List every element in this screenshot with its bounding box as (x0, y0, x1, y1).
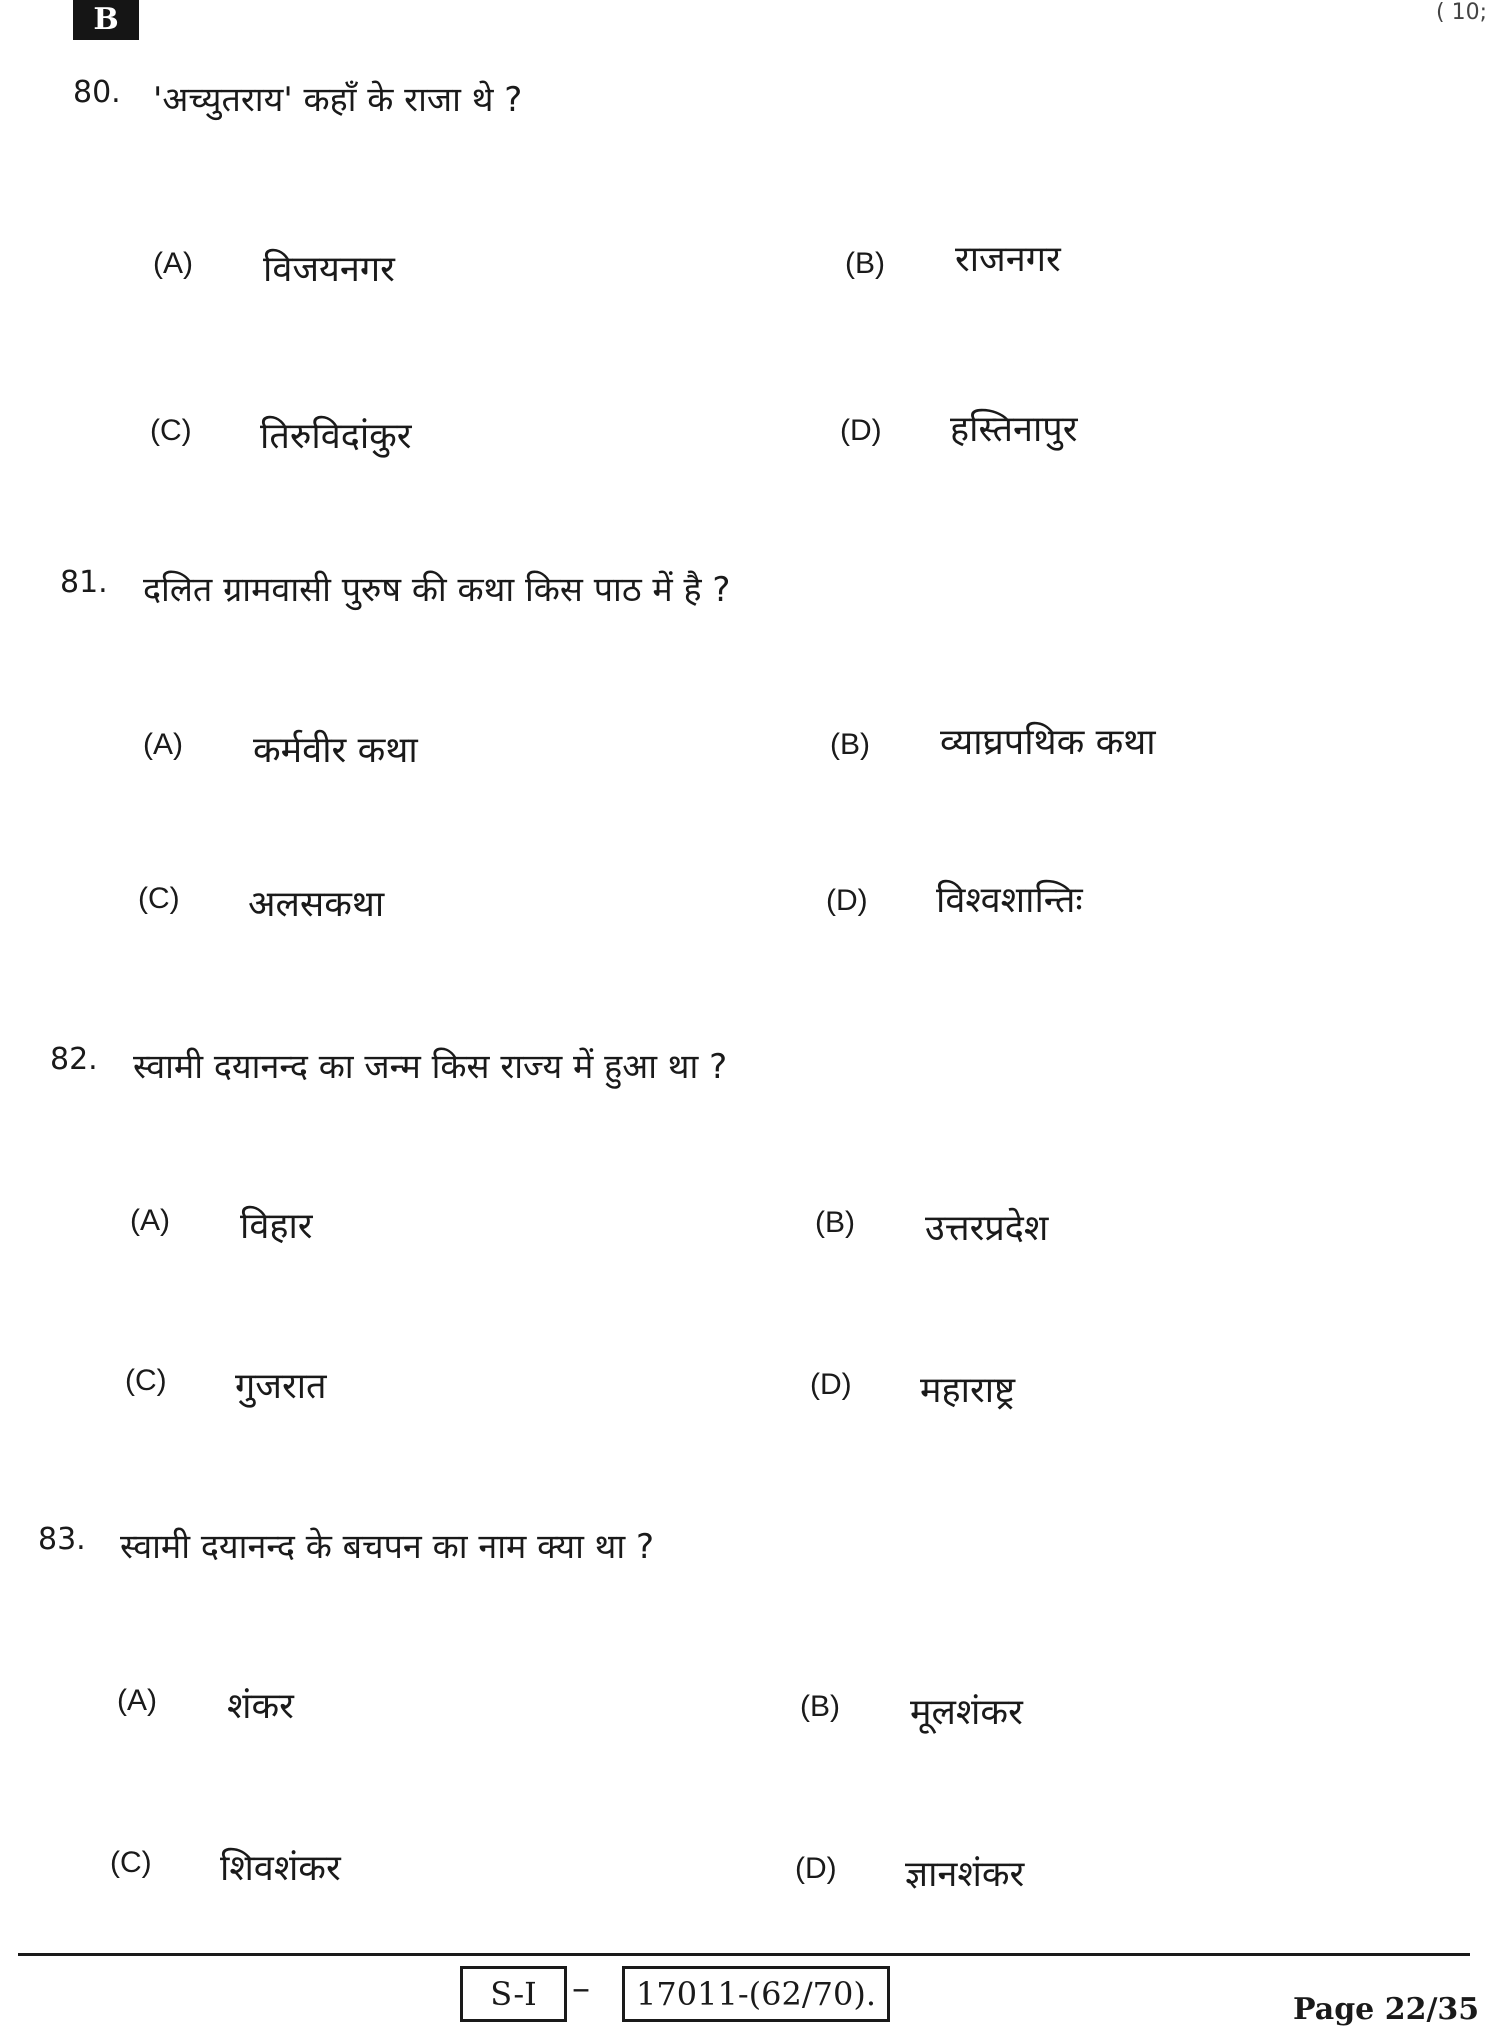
question-82 (0, 1042, 1505, 1087)
set-badge: B (73, 0, 139, 40)
question-number: 81. (60, 565, 108, 600)
paper-code-box: 17011-(62/70). (622, 1966, 890, 2022)
option-text: गुजरात (235, 1366, 327, 1407)
corner-mark: ( 10; (1436, 0, 1487, 25)
option-letter: (A) (153, 247, 193, 280)
option-letter: (A) (143, 728, 183, 761)
option-letter: (D) (795, 1852, 837, 1885)
option-letter: (C) (150, 414, 192, 447)
question-number: 80. (73, 75, 121, 110)
question-83 (0, 1522, 1505, 1567)
question-text: 'अच्युतराय' कहाँ के राजा थे ? (153, 80, 523, 120)
option-letter: (B) (800, 1690, 840, 1723)
option-text: महाराष्ट्र (920, 1370, 1016, 1411)
option-text: विजयनगर (263, 249, 395, 290)
option-text: मूलशंकर (910, 1692, 1023, 1733)
option-text: व्याघ्रपथिक कथा (940, 722, 1156, 763)
option-letter: (B) (845, 247, 885, 280)
option-text: शंकर (227, 1686, 294, 1727)
option-text: कर्मवीर कथा (253, 730, 418, 771)
option-letter: (C) (110, 1846, 152, 1879)
option-text: राजनगर (955, 239, 1061, 280)
option-text: उत्तरप्रदेश (925, 1208, 1049, 1249)
option-letter: (A) (117, 1684, 157, 1717)
option-text: हस्तिनापुर (950, 409, 1078, 450)
option-text: विश्वशान्तिः (936, 880, 1083, 921)
option-letter: (A) (130, 1204, 170, 1237)
option-text: तिरुविदांकुर (260, 416, 412, 457)
question-text: दलित ग्रामवासी पुरुष की कथा किस पाठ में है ? (143, 570, 731, 610)
page-number: Page 22/35 (1293, 1992, 1480, 2027)
option-letter: (D) (826, 884, 868, 917)
option-letter: (B) (815, 1206, 855, 1239)
question-number: 83. (38, 1522, 86, 1557)
option-text: अलसकथा (248, 884, 385, 925)
option-letter: (C) (138, 882, 180, 915)
question-81 (0, 565, 1505, 610)
option-letter: (D) (810, 1368, 852, 1401)
footer-separator: – (572, 1968, 590, 2009)
option-letter: (D) (840, 414, 882, 447)
option-text: विहार (240, 1206, 313, 1247)
option-letter: (C) (125, 1364, 167, 1397)
option-text: शिवशंकर (220, 1848, 341, 1889)
footer-rule (18, 1953, 1470, 1956)
series-box: S-I (460, 1966, 567, 2022)
option-letter: (B) (830, 728, 870, 761)
option-text: ज्ञानशंकर (905, 1854, 1025, 1895)
question-number: 82. (50, 1042, 98, 1077)
question-text: स्वामी दयानन्द के बचपन का नाम क्या था ? (120, 1527, 655, 1567)
question-text: स्वामी दयानन्द का जन्म किस राज्य में हुआ था ? (133, 1047, 728, 1087)
question-80 (0, 75, 1505, 120)
